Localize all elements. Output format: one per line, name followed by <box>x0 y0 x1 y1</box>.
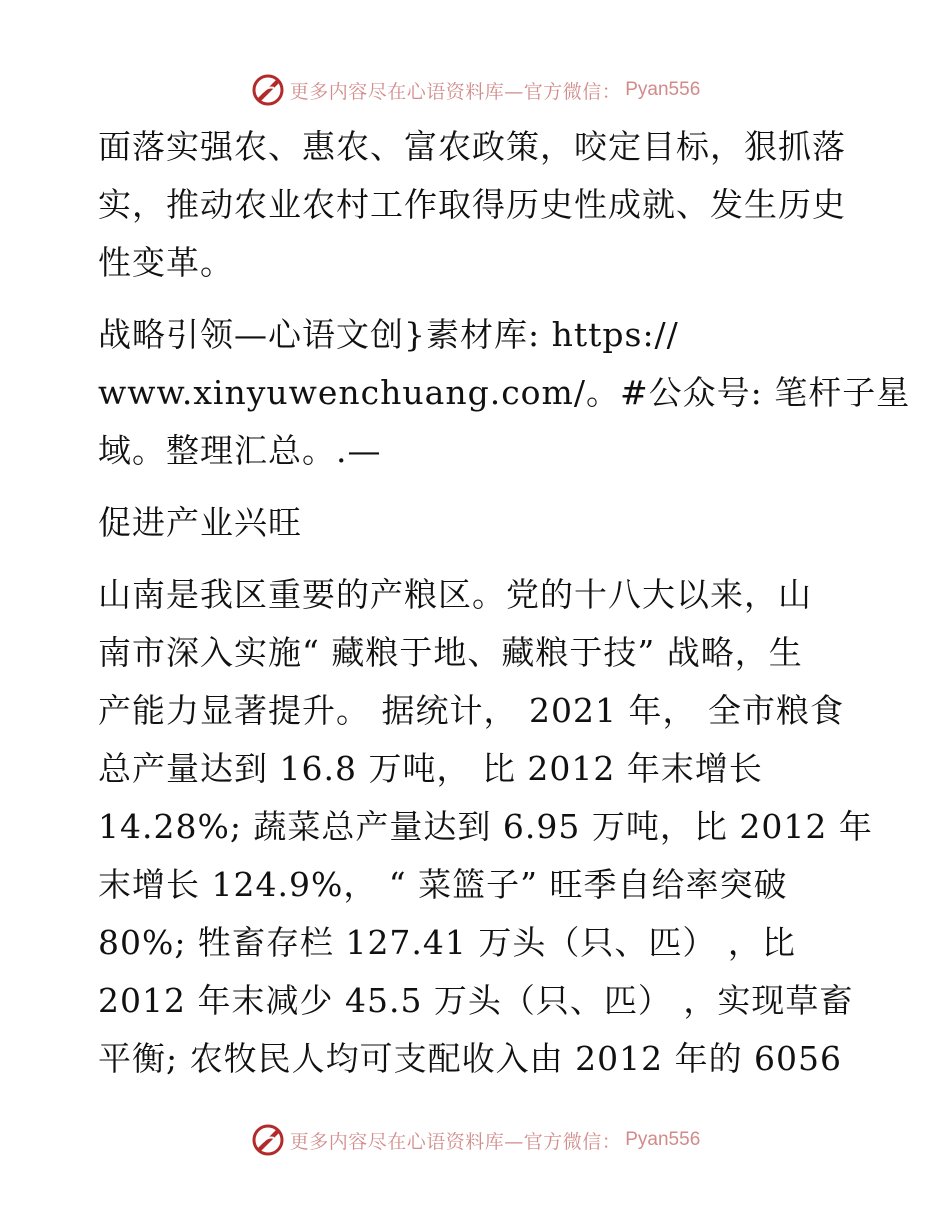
text-line: 14.28%; 蔬菜总产量达到 6.95 万吨，比 2012 年 <box>98 807 873 846</box>
heading-line: 促进产业兴旺 <box>98 503 302 542</box>
text-line: 2012 年末减少 45.5 万头（只、匹） ，实现草畜 <box>98 981 854 1020</box>
document-body <box>98 118 911 1088</box>
text-line: 面落实强农、惠农、富农政策，咬定目标，狠抓落 <box>98 127 846 166</box>
logo-icon <box>250 1122 286 1158</box>
logo-icon <box>250 72 286 108</box>
text-line: 南市深入实施“ 藏粮于地、藏粮于技” 战略，生 <box>98 633 803 672</box>
text-line: 实，推动农业农村工作取得历史性成就、发生历史 <box>98 185 846 224</box>
paragraph <box>98 306 911 480</box>
watermark-header <box>0 70 950 110</box>
text-line: 战略引领—心语文创}素材库: https:// <box>98 315 679 354</box>
watermark-wechat-id: Pyan556 <box>625 1129 701 1150</box>
watermark-text: 更多内容尽在心语资料库—官方微信： <box>289 80 622 103</box>
paragraph <box>98 118 858 292</box>
text-line: 性变革。 <box>98 243 234 282</box>
watermark-text: 更多内容尽在心语资料库—官方微信： <box>289 1130 622 1153</box>
text-line: 总产量达到 16.8 万吨， 比 2012 年末增长 <box>98 749 763 788</box>
watermark-wechat-id: Pyan556 <box>625 79 701 100</box>
text-line: 平衡; 农牧民人均可支配收入由 2012 年的 6056 <box>98 1039 843 1078</box>
paragraph <box>98 566 873 1088</box>
text-line: www.xinyuwenchuang.com/。#公众号: 笔杆子星 <box>98 373 911 412</box>
section-heading <box>98 494 858 552</box>
text-line: 末增长 124.9%， “ 菜篮子” 旺季自给率突破 <box>98 865 788 904</box>
text-line: 产能力显著提升。 据统计， 2021 年， 全市粮食 <box>98 691 844 730</box>
text-line: 域。整理汇总。.— <box>98 431 382 470</box>
watermark-footer <box>0 1120 950 1160</box>
text-line: 80%; 牲畜存栏 127.41 万头（只、匹） ，比 <box>98 923 796 962</box>
text-line: 山南是我区重要的产粮区。党的十八大以来，山 <box>98 575 812 614</box>
